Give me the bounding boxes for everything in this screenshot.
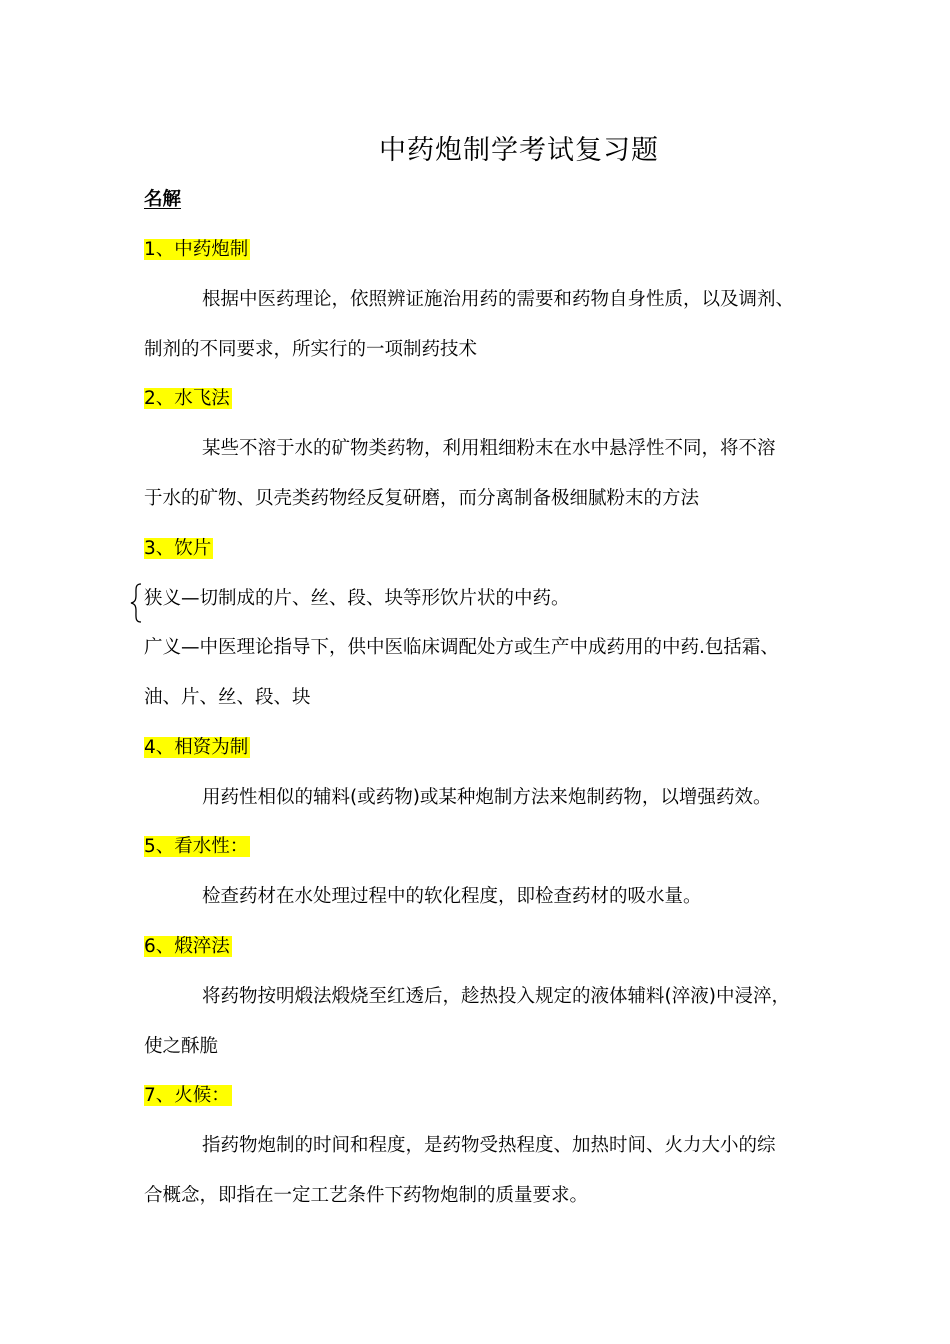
term-label: 7、火候： bbox=[144, 1085, 230, 1106]
term-label: 6、煅淬法 bbox=[144, 936, 230, 957]
term-label: 1、中药炮制 bbox=[144, 239, 249, 260]
definition-line: 广义—中医理论指导下，供中医临床调配处方或生产中成药用的中药.包括霜、 bbox=[144, 637, 779, 658]
term-label: 4、相资为制 bbox=[144, 737, 249, 758]
definition-line: 狭义—切制成的片、丝、段、块等形饮片状的中药。 bbox=[144, 588, 570, 609]
term-heading bbox=[144, 1083, 232, 1109]
section-heading: 名解 bbox=[144, 189, 182, 210]
definition-line: 根据中医药理论，依照辨证施治用药的需要和药物自身性质，以及调剂、 bbox=[202, 289, 795, 310]
definition-line: 将药物按明煅法煅烧至红透后，趁热投入规定的液体辅料(淬液)中浸淬， bbox=[202, 986, 790, 1007]
term-label: 3、饮片 bbox=[144, 538, 212, 559]
definition-line: 用药性相似的辅料(或药物)或某种炮制方法来炮制药物，以增强药效。 bbox=[202, 787, 772, 808]
term-heading bbox=[144, 735, 250, 761]
definition-line: 油、片、丝、段、块 bbox=[144, 687, 311, 708]
term-heading bbox=[144, 536, 213, 562]
term-heading bbox=[144, 934, 232, 960]
term-label: 2、水飞法 bbox=[144, 388, 230, 409]
brace-icon bbox=[129, 583, 143, 623]
term-heading bbox=[144, 237, 250, 263]
definition-line: 检查药材在水处理过程中的软化程度，即检查药材的吸水量。 bbox=[202, 886, 702, 907]
document-title: 中药炮制学考试复习题 bbox=[379, 135, 659, 166]
definition-line: 制剂的不同要求，所实行的一项制药技术 bbox=[144, 339, 478, 360]
definition-line: 合概念，即指在一定工艺条件下药物炮制的质量要求。 bbox=[144, 1185, 589, 1206]
term-heading bbox=[144, 834, 250, 860]
definition-line: 指药物炮制的时间和程度，是药物受热程度、加热时间、火力大小的综 bbox=[202, 1135, 776, 1156]
definition-line: 使之酥脆 bbox=[144, 1036, 219, 1057]
definition-line: 于水的矿物、贝壳类药物经反复研磨，而分离制备极细腻粉末的方法 bbox=[144, 488, 700, 509]
definition-line: 某些不溶于水的矿物类药物，利用粗细粉末在水中悬浮性不同，将不溶 bbox=[202, 438, 776, 459]
term-label: 5、看水性： bbox=[144, 836, 249, 857]
term-heading bbox=[144, 386, 232, 412]
